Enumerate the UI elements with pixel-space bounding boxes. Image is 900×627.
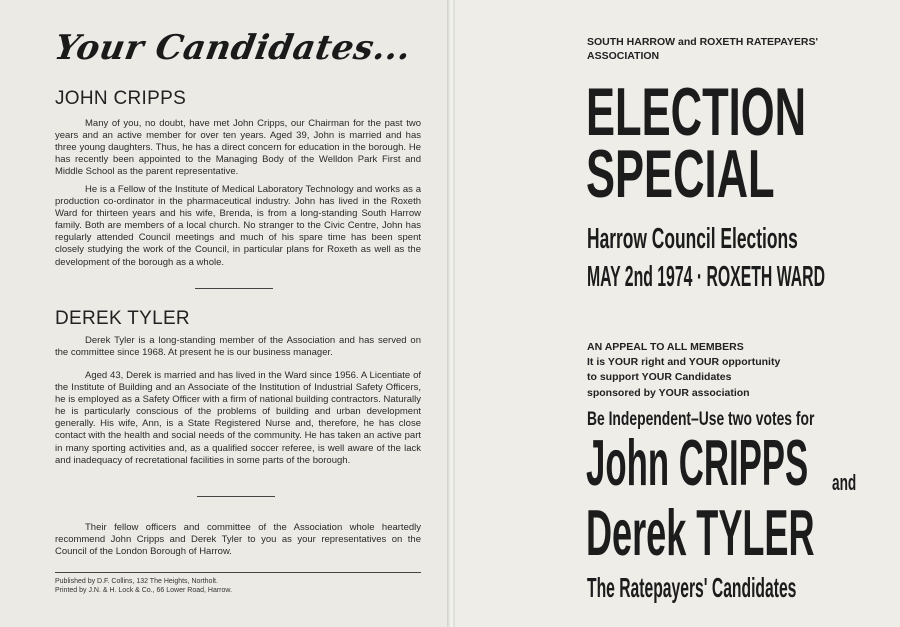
candidate-2-large: Derek TYLER [586, 496, 815, 569]
imprint-rule [55, 572, 421, 573]
appeal-line-2: It is YOUR right and YOUR opportunity [587, 356, 781, 369]
candidate-name-derek-tyler: DEREK TYLER [55, 308, 190, 329]
association-line-1: SOUTH HARROW and ROXETH RATEPAYERS' [587, 36, 818, 48]
headline-special: SPECIAL [586, 136, 775, 212]
cripps-paragraph-1: Many of you, no doubt, have met John Cripps, our Chairman for the past two years and an active member for over ten years. Aged 39, John is married and has three young daughters. Thus, he has a direct concern for education in the borough. He has recently been appointed to the Managing Body of the Welldon Park First and Middle School as the parent representative. [55, 118, 421, 178]
your-candidates-heading: Your Candidates... [51, 28, 415, 68]
subheadline-date-ward: MAY 2nd 1974 · ROXETH WARD [587, 261, 826, 293]
cripps-paragraph-2: He is a Fellow of the Institute of Medical Laboratory Technology and works as a production co-ordinator in the pharmaceutical industry. John has lived in the Roxeth Ward for thirteen years and his wife, Brenda, is from a long-standing South Harrow family. Both are members of a local church. No stranger to the Civic Centre, John has regularly attended Council meetings and much of his spare time has been spent closely studying the work of the Council, in particular plans for Roxeth as well as the development of the borough as a whole. [55, 184, 421, 268]
candidate-1-large: John CRIPPS [586, 426, 809, 499]
imprint-printed-by: Printed by J.N. & H. Lock & Co., 66 Lower Road, Harrow. [55, 587, 233, 594]
tyler-paragraph-2: Aged 43, Derek is married and has lived in the Ward since 1956. A Licentiate of the Institute of Building and an Associate of the Institution of Industrial Safety Officers, he is employed as a Safety Officer with a firm of national building contractors. Naturally he is particularly conscious of the problems of building and urban development generally. His wife, Ann, is a State Registered Nurse and, therefore, he has close contact with the health and social needs of the community. He has taken an active part in many sporting activities and, as a qualified soccer referee, is well aware of the lack and inadequacy of recretational facilities in some parts of the borough. [55, 370, 421, 466]
appeal-block [587, 340, 780, 401]
call-to-action: Be Independent–Use two votes for [587, 409, 815, 430]
association-name [587, 35, 818, 63]
appeal-line-4: sponsored by YOUR association [587, 386, 750, 399]
conjunction-and: and [832, 470, 857, 495]
section-divider-2 [197, 496, 275, 497]
section-divider-1 [195, 288, 273, 289]
association-line-2: ASSOCIATION [587, 50, 660, 62]
subheadline-council-elections: Harrow Council Elections [587, 223, 798, 255]
closing-recommendation: Their fellow officers and committee of the Association whole heartedly recommend John Cripps and Derek Tyler to you as your representatives on the Council of the London Borough of Harrow. [55, 522, 421, 558]
candidate-name-john-cripps: JOHN CRIPPS [55, 88, 187, 109]
appeal-line-1: AN APPEAL TO ALL MEMBERS [587, 341, 744, 353]
headline-election: ELECTION [586, 74, 807, 150]
tyler-paragraph-1: Derek Tyler is a long-standing member of the Association and has served on the committee since 1968. At present he is our business manager. [55, 335, 421, 359]
left-page [0, 0, 448, 627]
appeal-line-3: to support YOUR Candidates [587, 371, 732, 384]
tagline-ratepayers-candidates: The Ratepayers' Candidates [587, 572, 797, 603]
imprint-published-by: Published by D.F. Collins, 132 The Heights, Northolt. [55, 578, 218, 585]
